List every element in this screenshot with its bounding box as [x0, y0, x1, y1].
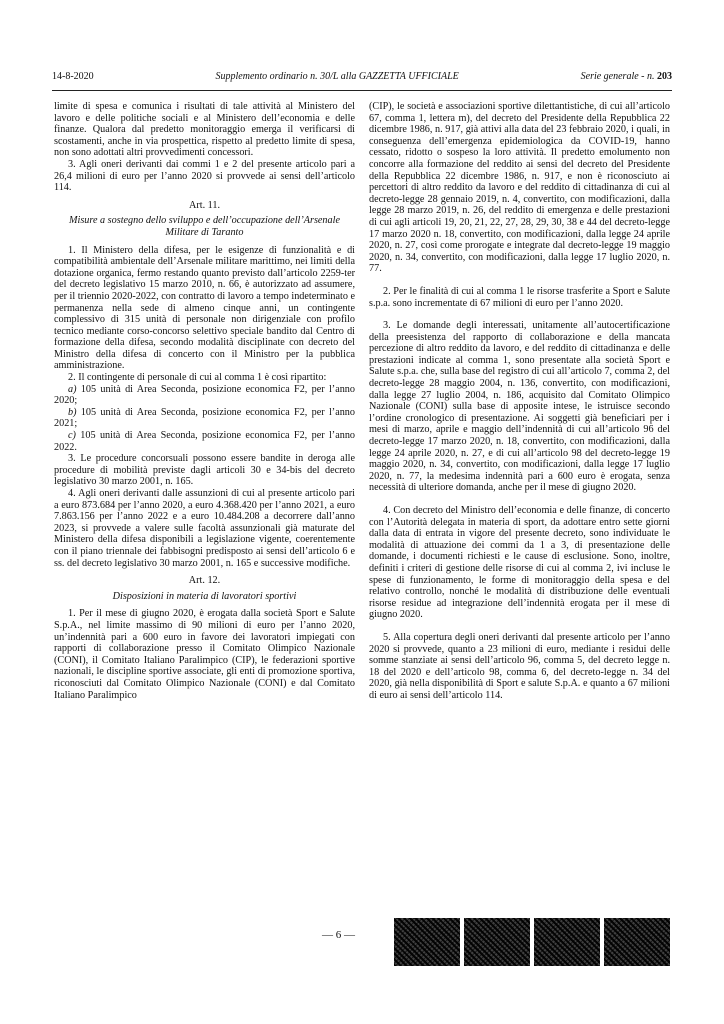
list-item: [54, 407, 355, 430]
paragraph: 1. Il Ministero della difesa, per le esigenze di funzionalità e di compatibilità ambientale dell’Arsenale militare marittimo, nei limiti della dotazione organica, fermo restando quanto previsto dall’articolo 2259-ter del decreto legislativo 15 marzo 2010, n. 66, è autorizzato ad assumere, per il triennio 2020-2022, con contratto di lavoro a tempo indeterminato e permanenza nella sede di almeno cinque anni, un contingente complessivo di 315 unità di personale non dirigenziale con profilo tecnico mediante corso-concorso selettivo speciale bandito dal Centro di formazione della difesa, secondo modalità disciplinate con decreto del Ministro della difesa di concerto con il Ministro per la pubblica amministrazione.: [54, 244, 356, 372]
paragraph: 5. Alla copertura degli oneri derivanti dal presente articolo per l’anno 2020 si provvede, quanto a 23 milioni di euro, mediante i residui delle somme stanziate ai sensi dell’articolo 96, comma 5, del decreto legge n. 18 del 2020 e dell’articolo 98, comma 6, del decreto-legge n. 34 del 2020, già nella disponibilità di Sport e salute S.p.A. e quanto a 67 milioni di euro ai sensi dell’articolo 114.: [369, 631, 670, 701]
datamatrix-codes: [394, 918, 670, 966]
paragraph: 3. Agli oneri derivanti dai commi 1 e 2 del presente articolo pari a 26,4 milioni di euro per l’anno 2020 si provvede ai sensi dell’articolo 114.: [54, 158, 355, 194]
paragraph: 4. Agli oneri derivanti dalle assunzioni di cui al presente articolo pari a euro 873.684 per l’anno 2020, a euro 4.368.420 per l’anno 2021, a euro 7.863.156 per l’anno 2022 e a euro 10.484.208 a decorrere dall’anno 2023, si provvede a valere sulle facoltà assunzionali già maturate del Ministero della difesa disponibili a legislazione vigente, coerentemente con il piano triennale dei fabbisogni predisposto ai sensi dell’articolo 6 e ss. del decreto legislativo 30 marzo 2001, n. 165 e successive modifiche.: [54, 488, 355, 569]
header-date: 14-8-2020: [52, 71, 94, 82]
right-column: [369, 101, 670, 702]
paragraph: 2. Per le finalità di cui al comma 1 le risorse trasferite a Sport e Salute s.p.a. sono incrementate di 67 milioni di euro per l’anno 2020.: [369, 285, 670, 309]
list-label: c): [68, 430, 76, 442]
article-heading: Art. 11.: [188, 199, 221, 211]
list-text: 105 unità di Area Seconda, posizione economica F2, per l’anno 2022.: [54, 430, 356, 453]
datamatrix-code: [534, 918, 600, 966]
list-text: 105 unità di Area Seconda, posizione economica F2, per l’anno 2021;: [54, 406, 355, 430]
list-item: [54, 384, 355, 407]
paragraph: 1. Per il mese di giugno 2020, è erogata dalla società Sport e Salute S.p.A., nel limite massimo di 90 milioni di euro per l’anno 2020, un’indennità pari a 600 euro in favore dei lavoratori impiegati con rapporti di collaborazione presso il Comitato Olimpico Nazionale (CONI), il Comitato Italiano Paralimpico (CIP), le federazioni sportive nazionali, le discipline sportive associate, gli enti di promozione sportiva, riconosciuti dal Comitato Olimpico Nazionale (CONI) e dal Comitato Italiano Paralimpico: [54, 608, 355, 701]
paragraph: 3. Le procedure concorsuali possono essere bandite in deroga alle procedure di mobilità previste dagli articoli 30 e 34-bis del decreto legislativo 30 marzo 2001, n. 165.: [54, 453, 355, 488]
list-text: 105 unità di Area Seconda, posizione economica F2, per l’anno 2020;: [54, 383, 355, 407]
paragraph: (CIP), le società e associazioni sportive dilettantistiche, di cui all’articolo 67, comma 1, lettera m), del decreto del Presidente della Repubblica 22 dicembre 1986, n. 917, già attivi alla data del 23 febbraio 2020, i quali, in conseguenza dell’emergenza epidemiologica da COVID-19, hanno cessato, ridotto o sospeso la loro attività. Il predetto emolumento non concorre alla formazione del reddito ai sensi del decreto del Presidente della Repubblica 22 dicembre 1986, n. 917, e non è riconosciuto ai percettori di altro reddito da lavoro e del reddito di cittadinanza di cui al decreto-legge 28 gennaio 2019, n. 4, convertito, con modificazioni, dalla legge 28 marzo 2019, n. 26, del reddito di emergenza e delle prestazioni di cui agli articoli 19, 20, 21, 22, 27, 28, 29, 30, 38 e 44 del decreto-legge 17 marzo 2020 n. 18, convertito, con modificazioni, dalla legge 24 aprile 2020, n. 27, così come prorogate e integrate dal decreto-legge 19 maggio 2020, n. 34, convertito, con modificazioni, dalla legge 17 luglio 2020, n. 77.: [369, 101, 670, 275]
paragraph: 3. Le domande degli interessati, unitamente all’autocertificazione della preesistenza del rapporto di collaborazione e della mancata percezione di altro reddito da lavoro, e del reddito di cittadinanza e delle prestazioni indicate al comma 1, sono presentate alla società Sport e Salute s.p.a. che, sulla base del registro di cui all’articolo 7, comma 2, del decreto-legge 28 maggio 2004, n. 136, convertito, con modificazioni, dalla legge 27 luglio 2004, n. 186, acquisito dal Comitato Olimpico Nazionale (CONI) sulla base di apposite intese, le istruisce secondo l’ordine cronologico di presentazione. Ai soggetti già beneficiari per i mesi di marzo, aprile e maggio dell’indennità di cui all’articolo 96 del decreto-legge 17 marzo 2020, n. 18, convertito, con modificazioni, dalla legge 24 aprile 2020, n. 27, e di cui all’articolo 98 del decreto-legge 19 maggio 2020, n. 34, convertito, con modificazioni, dalla legge 17 luglio 2020, n. 77, la medesima indennità pari a 600 euro è erogata, senza necessità di ulteriore domanda, anche per il mese di giugno 2020.: [369, 320, 670, 494]
header-series-label: Serie generale - n.: [580, 71, 655, 82]
header-series: [581, 71, 672, 82]
datamatrix-code: [604, 918, 670, 966]
article-rubric: Misure a sostegno dello sviluppo e dell’occupazione dell’Arsenale Militare di Taranto: [69, 215, 340, 238]
header-publication: Supplemento ordinario n. 30/L alla GAZZETTA UFFICIALE: [215, 71, 459, 82]
header-issue-number: 203: [657, 71, 672, 82]
paragraph: 4. Con decreto del Ministro dell’economia e delle finanze, di concerto con l’Autorità delegata in materia di sport, da adottare entro sette giorni dalla data di entrata in vigore del presente decreto, sono individuate le modalità di attuazione dei commi da 1 a 3, di presentazione delle domande, i documenti richiesti e le cause di esclusione. Sono, inoltre, definiti i criteri di gestione delle risorse di cui al comma 2, ivi incluse le spese di funzionamento, le forme di monitoraggio della spesa e del relativo controllo, nonché le modalità di distribuzione delle eventuali risorse residue ad integrazione dell’indennità erogata per il mese di giugno 2020.: [369, 505, 670, 621]
left-column: [54, 101, 355, 701]
list-label: a): [68, 383, 77, 395]
page-header: [52, 71, 672, 91]
datamatrix-code: [464, 918, 530, 966]
article-rubric: Disposizioni in materia di lavoratori sportivi: [112, 590, 297, 602]
article-heading: Art. 12.: [188, 575, 221, 587]
page-number: — 6 —: [322, 929, 355, 941]
paragraph: 2. Il contingente di personale di cui al comma 1 è così ripartito:: [68, 372, 327, 384]
list-item: [54, 430, 355, 453]
list-label: b): [68, 406, 77, 418]
datamatrix-code: [394, 918, 460, 966]
paragraph: limite di spesa e comunica i risultati di tale attività al Ministero del lavoro e delle politiche sociali e al Ministero dell’economia e delle finanze. Qualora dal predetto monitoraggio emerga il verificarsi di scostamenti, anche in via prospettica, rispetto al predetto limite di spesa, non sono adottati altri provvedimenti concessori.: [54, 101, 355, 159]
